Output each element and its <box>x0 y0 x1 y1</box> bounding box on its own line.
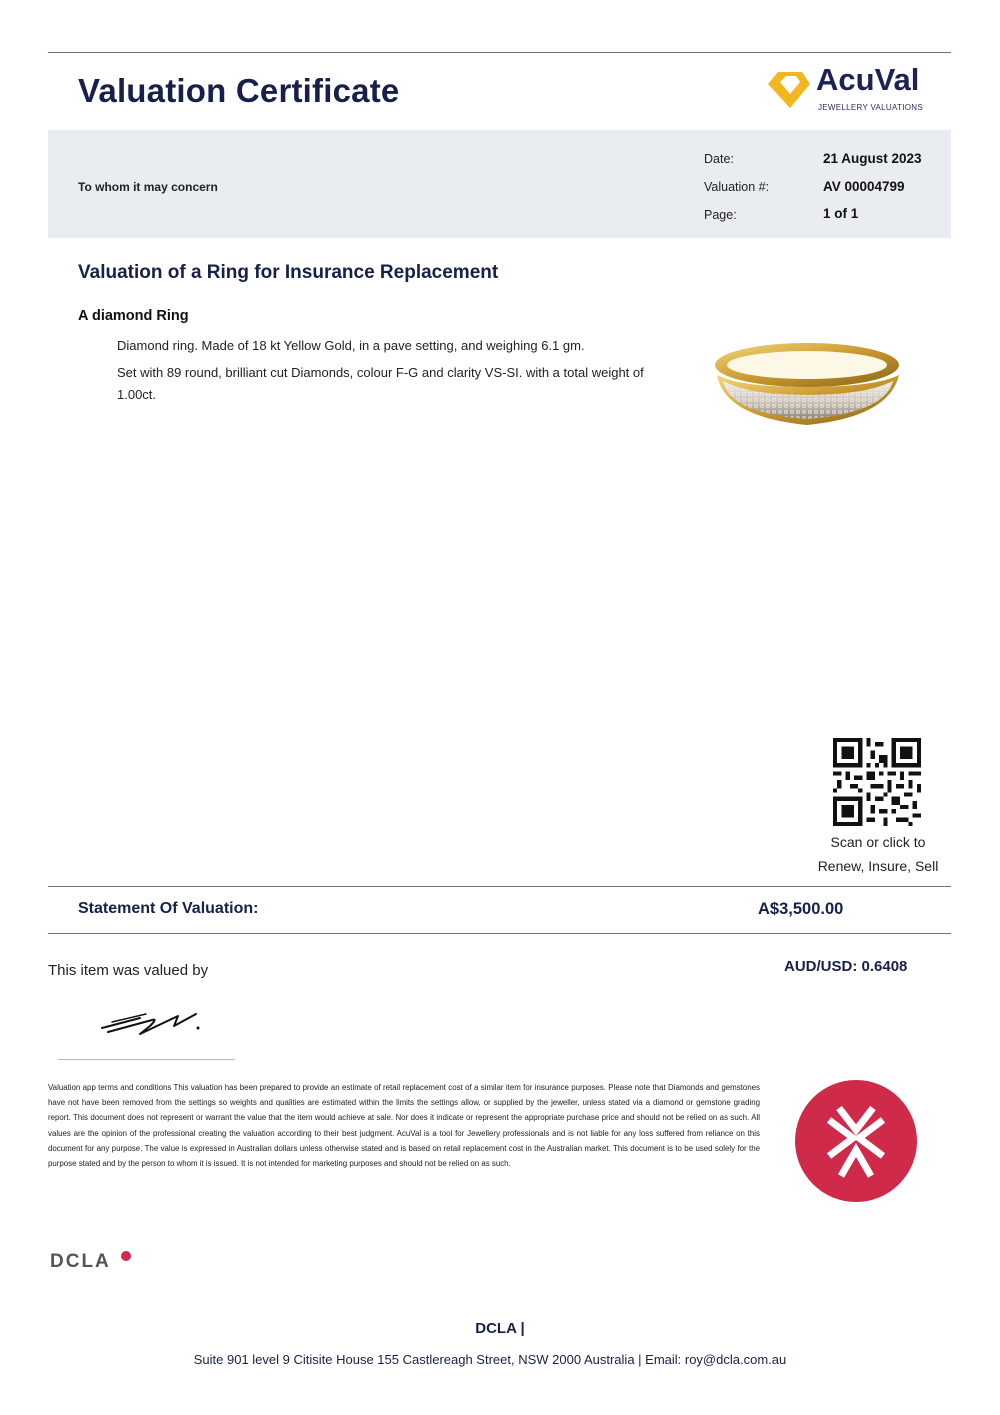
ring-photo <box>705 325 910 440</box>
page-label: Page: <box>704 208 737 222</box>
dcla-logo-mark-icon <box>121 1251 131 1261</box>
signature-line <box>58 1059 235 1060</box>
statement-bottom-rule <box>48 933 951 934</box>
date-value: 21 August 2023 <box>823 151 922 166</box>
item-description-2: Set with 89 round, brilliant cut Diamonds, colour F-G and clarity VS-SI. with a total weight of 1.00ct. <box>117 365 644 402</box>
recipient-line: To whom it may concern <box>78 180 218 194</box>
page-value: 1 of 1 <box>823 206 859 221</box>
valued-by-label: This item was valued by <box>48 962 209 979</box>
statement-top-rule <box>48 886 951 887</box>
valuation-number-value: AV 00004799 <box>823 179 905 194</box>
brand-name: AcuVal <box>816 62 920 97</box>
valuation-heading: Valuation of a Ring for Insurance Replacement <box>78 262 499 283</box>
page-title: Valuation Certificate <box>78 72 400 109</box>
qr-caption-line-1[interactable]: Scan or click to <box>830 834 926 850</box>
valuation-number-label: Valuation #: <box>704 180 770 194</box>
qr-code-icon[interactable] <box>833 738 921 826</box>
top-rule <box>48 52 951 53</box>
brand-tagline: JEWELLERY VALUATIONS <box>818 103 923 112</box>
valuation-amount: A$3,500.00 <box>758 900 844 918</box>
item-description-1: Diamond ring. Made of 18 kt Yellow Gold, in a pave setting, and weighing 6.1 gm. <box>117 338 585 353</box>
dcla-logo: DCLA <box>50 1251 111 1272</box>
terms-and-conditions: Valuation app terms and conditions This valuation has been prepared to provide an estimate of retail replacement cost of a similar item for insurance purposes. Please note that Diamonds and gemstones have not have been removed from the settings so weights and qualities are estimated within the limits the settings allow, or supplied by the jeweller, unless stated via a diamond or gemstone grading report. This document does not represent or warrant the value that the item would achieve at sale. Nor does it indicate or represent the appropriate purchase price and should not be relied on as such. All values are the opinion of the professional creating the valuation according to their best judgment. AcuVal is a tool for Jewellery professionals and is not liable for any loss suffered from reliance on this document for any purpose. The value is expressed in Australian dollars unless otherwise stated and is based on retail replacement cost in the Australian market. This document is to be used solely for the purpose stated and by the person to whom it is issued. It is not intended for marketing purposes and should not be relied on as such. <box>48 1083 760 1169</box>
footer-address: Suite 901 level 9 Citisite House 155 Castlereagh Street, NSW 2000 Australia | Email: roy@dcla.com.au <box>193 1352 787 1367</box>
star-emblem-icon <box>795 1080 917 1202</box>
qr-caption-line-2[interactable]: Renew, Insure, Sell <box>817 858 939 874</box>
item-title: A diamond Ring <box>78 308 189 324</box>
statement-label: Statement Of Valuation: <box>78 900 259 917</box>
signature <box>100 1000 210 1038</box>
exchange-rate: AUD/USD: 0.6408 <box>784 958 908 975</box>
footer-company: DCLA | <box>475 1320 525 1337</box>
date-label: Date: <box>704 152 734 166</box>
